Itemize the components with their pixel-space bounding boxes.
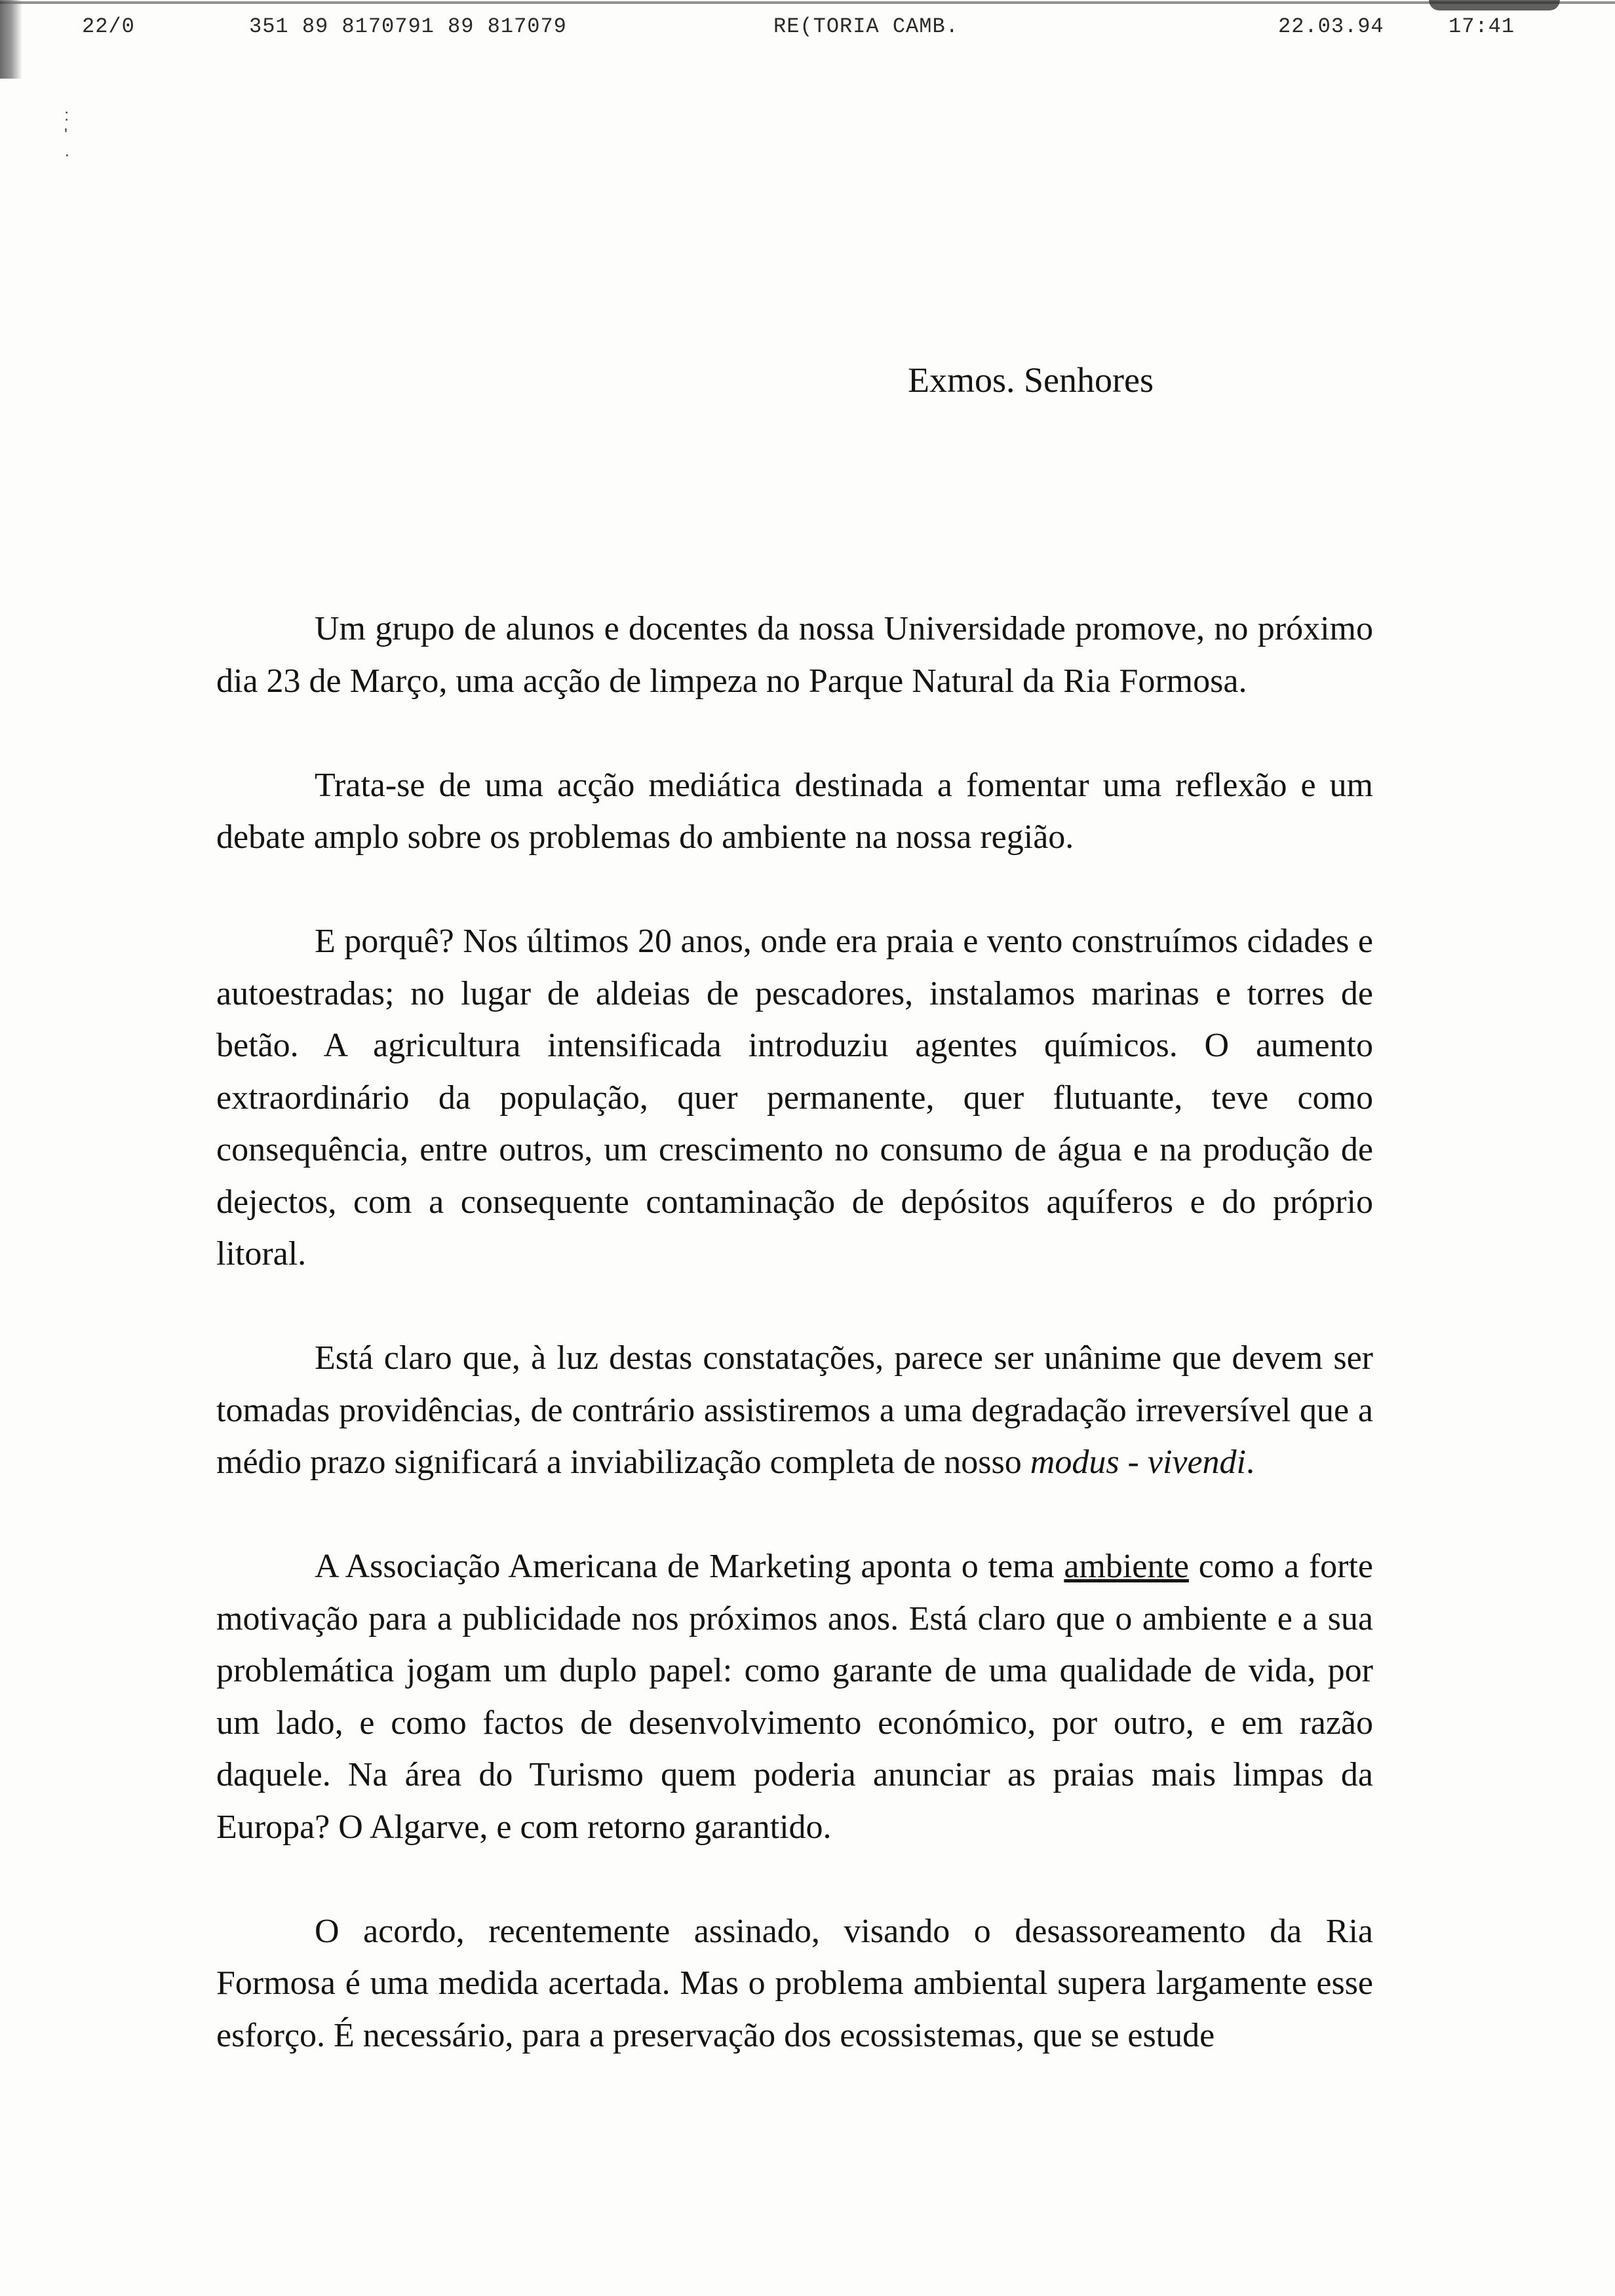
fax-date: 22.03.94 bbox=[1278, 14, 1384, 39]
paragraph-measures-end: . bbox=[1246, 1444, 1255, 1481]
fax-top-rule bbox=[0, 1, 1615, 4]
letter-salutation: Exmos. Senhores bbox=[908, 360, 1154, 400]
paragraph-marketing-underlined: ambiente bbox=[1064, 1548, 1189, 1585]
paragraph-measures bbox=[216, 1332, 1373, 1489]
letter-body bbox=[216, 603, 1373, 2114]
fax-sender-name: RE(TORIA CAMB. bbox=[773, 14, 959, 39]
fax-page-number: 22/0 bbox=[82, 14, 135, 39]
paragraph-cleanup-action: Um grupo de alunos e docentes da nossa Universidade promove, no próximo dia 23 de Março, uma acção de limpeza no Parque Natural da Ria Formosa. bbox=[216, 610, 1373, 700]
paragraph-why: E porquê? Nos últimos 20 anos, onde era praia e vento construímos cidades e autoestradas; no lugar de aldeias de pescadores, instalamos marinas e torres de betão. A agricultura intensificada introduziu agentes químicos. O aumento extraordinário da população, quer permanente, quer flutuante, teve como consequência, entre outros, um crescimento no consumo de água e na produção de dejectos, com a consequente contaminação de depósitos aquíferos e do próprio litoral. bbox=[216, 923, 1373, 1272]
paragraph-media-action: Trata-se de uma acção mediática destinada a fomentar uma reflexão e um debate amplo sobre os problemas do ambiente na nossa região. bbox=[216, 766, 1373, 856]
paragraph-measures-text: Está claro que, à luz destas constatações, parece ser unânime que devem ser tomadas providências, de contrário assistiremos a uma degradação irreversível que a médio prazo significará a inviabilização completa de nosso bbox=[216, 1339, 1373, 1481]
paragraph-marketing-text: A Associação Americana de Marketing aponta o tema bbox=[315, 1548, 1064, 1585]
fax-transmission-header bbox=[0, 9, 1615, 48]
fax-time: 17:41 bbox=[1449, 14, 1515, 39]
fax-phone-numbers: 351 89 8170791 89 817079 bbox=[249, 14, 567, 39]
paragraph-marketing-end: como a forte motivação para a publicidade nos próximos anos. Está claro que o ambiente e a sua problemática jogam um duplo papel: como garante de uma qualidade de vida, por um lado, e como factos de desenvolvimento económico, por outro, e em razão daquele. Na área do Turismo quem poderia anunciar as praias mais limpas da Europa? O Algarve, e com retorno garantido. bbox=[216, 1548, 1373, 1846]
paragraph-measures-italic: modus - vivendi bbox=[1030, 1444, 1247, 1481]
margin-marks: : ' · bbox=[64, 105, 70, 164]
paragraph-marketing bbox=[216, 1540, 1373, 1853]
paragraph-agreement: O acordo, recentemente assinado, visando o desassoreamento da Ria Formosa é uma medida acertada. Mas o problema ambiental supera largamente esse esforço. É necessário, para a preservação dos ecossistemas, que se estude bbox=[216, 1912, 1373, 2054]
